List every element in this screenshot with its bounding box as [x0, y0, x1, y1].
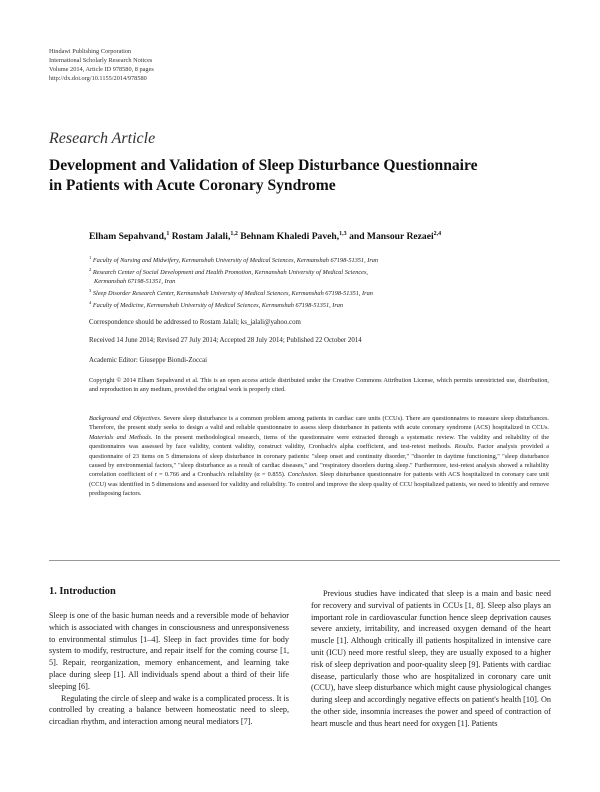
section-heading: 1. Introduction	[49, 586, 116, 597]
affiliation-text: Faculty of Medicine, Kermanshah University of Medical Sciences, Kermanshah 67198-51351, Iran	[92, 302, 344, 309]
author-name: and Mansour Rezaei	[349, 231, 434, 242]
abstract-text: Factor analysis provided a questionnaire of 23 items on 5 dimensions of sleep disturbance in coronary patients: "sleep onset and continuity disorder," "disorder in daytime functioning," "sleep disturbance caused by environmental factors," "sleep disturbance as a result of cardiac diseases," and "respiratory disorders during sleep." Furthermore, test-retest analysis showed a reliability correlation coefficient of r = 0.766 and a Cronbach's reliability (α = 0.855).	[89, 443, 549, 479]
author-affil-ref: 1,3	[339, 231, 347, 237]
affiliation-number: 4	[89, 300, 92, 305]
affiliation-item	[89, 298, 559, 310]
right-column	[311, 588, 551, 730]
abstract-text: In the present methodological research, items of the questionnaire were extracted through a systematic review. The validity and reliability of the questionnaires was assessed by face validity, content validity, construct validity, Cronbach's alpha coefficient, and test-retest methods.	[89, 433, 549, 451]
abstract-label: Conclusion.	[287, 471, 318, 479]
journal-name: International Scholarly Research Notices	[49, 57, 153, 64]
body-paragraph: Sleep is one of the basic human needs and a reversible mode of behavior which is associated with changes in consciousness and unresponsiveness to environmental stimulus [1–4]. Sleep in fact provides time for body system to modify, restructure, and repair itself for the coming course [1, 5]. Repair, reorganization, memory enhancement, and learning take place during sleep [1]. All individuals spend about a third of their life sleeping [6].	[49, 611, 289, 691]
affiliation-item	[89, 277, 559, 286]
body-paragraph: Regulating the circle of sleep and wake is a complicated process. It is controlled by creating a balance between homeostatic need to sleep, circadian rhythm, and interaction among neural mediators [7].	[49, 693, 289, 727]
author-affil-ref: 2,4	[433, 231, 442, 237]
author-name: Behnam Khaledi Paveh,	[240, 231, 340, 242]
title-line: in Patients with Acute Coronary Syndrome	[49, 177, 336, 194]
article-type: Research Article	[49, 130, 156, 147]
title-line: Development and Validation of Sleep Disturbance Questionnaire	[49, 157, 478, 174]
affiliation-text: Faculty of Nursing and Midwifery, Kermanshah University of Medical Sciences, Kermanshah 67198-51351, Iran	[92, 257, 379, 264]
affiliations	[89, 253, 559, 310]
abstract-text: Severe sleep disturbance is a common problem among patients in cardiac care units (CCUs). There are questionnaires to measure sleep disturbances. Therefore, the present study seeks to design a valid and reliable questionnaire to assess sleep disturbance in patients with acute coronary syndrome (ACS) hospitalized in CCUs.	[89, 415, 549, 432]
affiliation-item	[89, 253, 559, 265]
abstract-label: Results.	[454, 443, 475, 451]
affiliation-text: Sleep Disorder Research Center, Kermanshah University of Medical Sciences, Kermanshah 67198-51351, Iran	[92, 290, 373, 297]
affiliation-number: 1	[89, 255, 92, 260]
abstract	[89, 414, 549, 499]
body-paragraph: Previous studies have indicated that sleep is a main and basic need for recovery and survival of patients in CCUs [1, 8]. Sleep also plays an important role in cardiovascular function hence sleep deprivation causes severe anxiety, irritability, and increased oxygen demand of the heart muscle [1]. Although critically ill patients hospitalized in intensive care unit (ICU) need more restful sleep, they are usually exposed to a higher risk of sleep deprivation and poor-quality sleep [9]. Patients with cardiac disease, particularly those who are hospitalized in coronary care unit (CCU), have sleep disturbance which might cause physiological changes during sleep and accordingly negative effects on patient's health [10]. On the other side, insomnia increases the power and speed of contraction of heart muscle and thus heart need for oxygen [1]. Patients	[311, 589, 551, 728]
author-list	[89, 231, 441, 242]
journal-info	[49, 47, 154, 83]
author-affil-ref: 1,2	[230, 231, 238, 237]
volume-info: Volume 2014, Article ID 978580, 8 pages	[49, 66, 154, 73]
publication-dates: Received 14 June 2014; Revised 27 July 2014; Accepted 28 July 2014; Published 22 October 2014	[89, 337, 362, 344]
affiliation-number: 2	[89, 267, 92, 272]
abstract-label: Background and Objectives.	[89, 415, 162, 422]
copyright-notice: Copyright © 2014 Elham Sepahvand et al. This is an open access article distributed under the Creative Commons Attribution License, which permits unrestricted use, distribution, and reproduction in any medium, provided the original work is properly cited.	[89, 377, 549, 394]
author-name: Elham Sepahvand,	[89, 231, 167, 242]
left-column	[49, 586, 289, 728]
author-affil-ref: 1	[166, 231, 170, 237]
abstract-text: Sleep disturbance questionnaire for patients with ACS hospitalized in coronary care unit (CCU) was identified in 5 dimensions and assessed for validity and reliability. To control and improve the sleep quality of CCU hospitalized patients, we need to identify and remove predisposing factors.	[89, 471, 549, 498]
section-divider	[49, 560, 560, 561]
affiliation-number: 3	[89, 288, 92, 293]
affiliation-item	[89, 286, 559, 298]
article-title	[49, 156, 579, 196]
affiliation-item	[89, 265, 559, 277]
affiliation-text: Kermanshah 67198-51351, Iran	[94, 278, 176, 285]
publisher: Hindawi Publishing Corporation	[49, 48, 132, 55]
academic-editor: Academic Editor: Giuseppe Biondi-Zoccai	[89, 357, 208, 364]
abstract-label: Materials and Methods.	[89, 433, 153, 441]
author-name: Rostam Jalali,	[171, 231, 231, 242]
correspondence: Correspondence should be addressed to Rostam Jalali; ks_jalali@yahoo.com	[89, 319, 301, 326]
affiliation-text: Research Center of Social Development and Health Promotion, Kermanshah University of Medical Sciences,	[92, 269, 368, 276]
doi-link[interactable]: http://dx.doi.org/10.1155/2014/978580	[49, 75, 147, 82]
